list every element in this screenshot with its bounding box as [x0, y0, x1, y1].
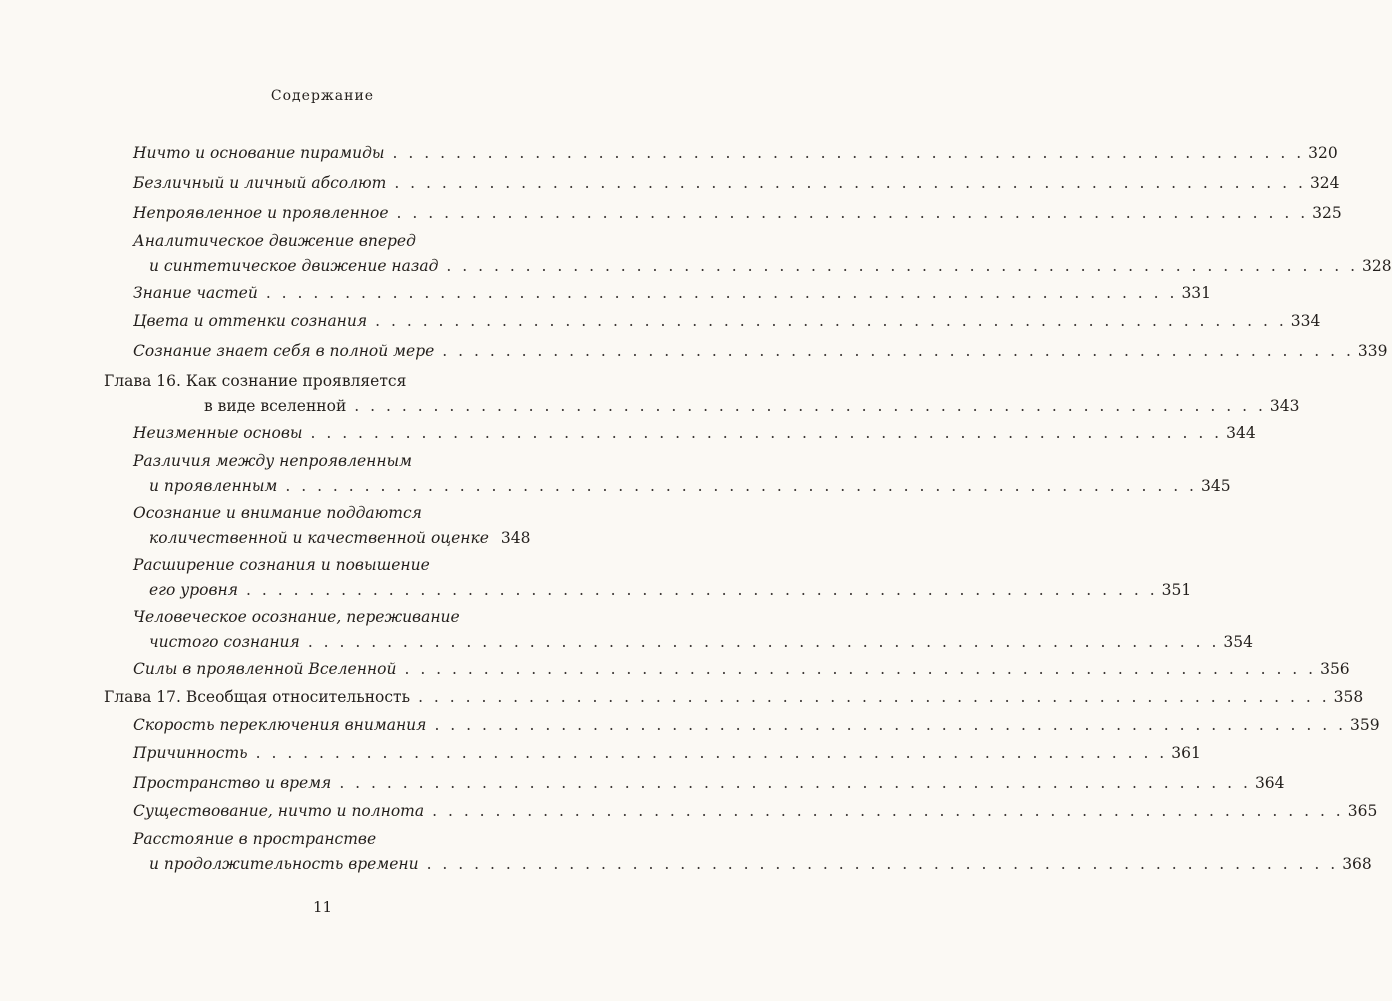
toc-entry-title: Расширение сознания и повышение — [133, 556, 430, 574]
toc-page-number: 356 — [1320, 660, 1350, 678]
toc-section-entry — [133, 605, 1254, 655]
toc-entry-title: Безличный и личный абсолют — [133, 174, 387, 192]
toc-entry-title: Знание частей — [133, 284, 258, 302]
toc-page-number: 359 — [1350, 716, 1380, 734]
toc-page-number: 354 — [1223, 633, 1254, 651]
toc-page-number: 348 — [500, 529, 531, 547]
toc-entry-title: Глава 16. Как сознание проявляется — [104, 372, 407, 390]
toc-entry-title: Силы в проявленной Вселенной — [133, 660, 397, 678]
toc-page-number: 331 — [1181, 284, 1212, 302]
running-head: Содержание — [270, 88, 375, 104]
dot-leader: . . . . . . . . . . . . . . . . . . . . . . . . . . . . . . . . . . . . . . . . . . . . . . . . . . . . . . . . . . — [432, 802, 1344, 820]
dot-leader: . . . . . . . . . . . . . . . . . . . . . . . . . . . . . . . . . . . . . . . . . . . . . . . . . . . . . . . . . . — [265, 284, 1178, 302]
toc-section-entry — [133, 339, 1388, 364]
toc-entry-title: Неизменные основы — [133, 424, 303, 442]
toc-line — [133, 421, 1256, 446]
toc-page-number: 328 — [1362, 257, 1392, 275]
toc-section-entry — [133, 171, 1340, 196]
toc-entry-title: Расстояние в пространстве — [133, 830, 377, 848]
toc-section-entry — [133, 799, 1378, 824]
toc-entry-title: Цвета и оттенки сознания — [133, 312, 368, 330]
toc-page-number: 339 — [1357, 342, 1388, 360]
toc-line — [133, 799, 1378, 824]
dot-leader: . . . . . . . . . . . . . . . . . . . . . . . . . . . . . . . . . . . . . . . . . . . . . . . . . . . . . . . . . . — [404, 660, 1317, 678]
toc-line — [104, 394, 1300, 419]
dot-leader: . . . . . . . . . . . . . . . . . . . . . . . . . . . . . . . . . . . . . . . . . . . . . . . . . . . . . . . . . . — [396, 204, 1309, 222]
toc-page-number: 364 — [1254, 774, 1285, 792]
dot-leader: . . . . . . . . . . . . . . . . . . . . . . . . . . . . . . . . . . . . . . . . . . . . . . . . . . . . . . . . . . — [307, 633, 1220, 651]
toc-page-number: 344 — [1226, 424, 1256, 442]
toc-line — [133, 771, 1285, 796]
dot-leader: . . . . . . . . . . . . . . . . . . . . . . . . . . . . . . . . . . . . . . . . . . . . . . . . . . . . . . . . . . — [339, 774, 1251, 792]
toc-page-number: 324 — [1309, 174, 1340, 192]
toc-chapter-entry — [104, 685, 1364, 710]
toc-line — [133, 449, 516, 474]
toc-page-number: 343 — [1269, 397, 1300, 415]
toc-entry-title: Ничто и основание пирамиды — [133, 144, 385, 162]
toc-line — [104, 369, 516, 394]
toc-entry-title: и продолжительность времени — [149, 855, 419, 873]
toc-section-entry — [133, 309, 1321, 334]
toc-line — [133, 501, 516, 526]
toc-page-number: 345 — [1200, 477, 1231, 495]
toc-line — [133, 713, 1380, 738]
toc-section-entry — [133, 657, 1350, 682]
toc-section-entry — [133, 501, 531, 551]
toc-page-number: 368 — [1342, 855, 1372, 873]
dot-leader: . . . . . . . . . . . . . . . . . . . . . . . . . . . . . . . . . . . . . . . . . . . . . . . . . . . . . . . . . . — [446, 257, 1359, 275]
toc-page-number: 351 — [1161, 581, 1192, 599]
toc-line — [104, 685, 1364, 710]
toc-entry-title: количественной и качественной оценке — [149, 529, 489, 547]
toc-entry-title: Различия между непроявленным — [133, 452, 413, 470]
toc-page-number: 325 — [1312, 204, 1342, 222]
toc-line — [133, 339, 1388, 364]
toc-entry-title: Глава 17. Всеобщая относительность — [104, 688, 411, 706]
toc-section-entry — [133, 741, 1201, 766]
dot-leader: . . . . . . . . . . . . . . . . . . . . . . . . . . . . . . . . . . . . . . . . . . . . . . . . . . . . . . . . . . — [418, 688, 1330, 706]
toc-line — [133, 852, 1372, 877]
toc-entry-title: и синтетическое движение назад — [149, 257, 439, 275]
page-number: 11 — [312, 898, 333, 916]
toc-entry-title: Сознание знает себя в полной мере — [133, 342, 435, 360]
toc-line — [133, 281, 1212, 306]
dot-leader: . . . . . . . . . . . . . . . . . . . . . . . . . . . . . . . . . . . . . . . . . . . . . . . . . . . . . . . . . . — [442, 342, 1354, 360]
toc-section-entry — [133, 281, 1212, 306]
toc-section-entry — [133, 553, 1192, 603]
toc-page-number: 320 — [1308, 144, 1338, 162]
toc-entry-title: его уровня — [149, 581, 239, 599]
dot-leader: . . . . . . . . . . . . . . . . . . . . . . . . . . . . . . . . . . . . . . . . . . . . . . . . . . . . . . . . . . — [354, 397, 1266, 415]
toc-section-entry — [133, 421, 1256, 446]
toc-entry-title: Человеческое осознание, переживание — [133, 608, 460, 626]
toc-entry-title: Аналитическое движение вперед — [133, 232, 416, 250]
toc-section-entry — [133, 827, 1372, 877]
dot-leader: . . . . . . . . . . . . . . . . . . . . . . . . . . . . . . . . . . . . . . . . . . . . . . . . . . . . . . . . . . — [375, 312, 1287, 330]
toc-page-number: 365 — [1347, 802, 1378, 820]
toc-line — [133, 254, 1392, 279]
dot-leader: . . . . . . . . . . . . . . . . . . . . . . . . . . . . . . . . . . . . . . . . . . . . . . . . . . . . . . . . . . — [434, 716, 1347, 734]
toc-entry-title: и проявленным — [149, 477, 278, 495]
toc-line — [133, 630, 1254, 655]
toc-line — [133, 201, 1342, 226]
toc-entry-title: Осознание и внимание поддаются — [133, 504, 422, 522]
toc-page-number: 361 — [1171, 744, 1201, 762]
toc-line — [133, 474, 1231, 499]
toc-page-number: 334 — [1290, 312, 1321, 330]
toc-section-entry — [133, 201, 1342, 226]
dot-leader: . . . . . . . . . . . . . . . . . . . . . . . . . . . . . . . . . . . . . . . . . . . . . . . . . . . . . . . . . . — [426, 855, 1339, 873]
toc-line — [133, 229, 516, 254]
toc-line — [133, 741, 1201, 766]
toc-entry-title: Существование, ничто и полнота — [133, 802, 425, 820]
dot-leader: . . . . . . . . . . . . . . . . . . . . . . . . . . . . . . . . . . . . . . . . . . . . . . . . . . . . . . . . . . — [394, 174, 1306, 192]
dot-leader: . . . . . . . . . . . . . . . . . . . . . . . . . . . . . . . . . . . . . . . . . . . . . . . . . . . . . . . . . . — [310, 424, 1223, 442]
toc-line — [133, 309, 1321, 334]
toc-section-entry — [133, 141, 1338, 166]
toc-entry-title: чистого сознания — [149, 633, 300, 651]
toc-section-entry — [133, 713, 1380, 738]
toc-chapter-entry — [104, 369, 1300, 419]
dot-leader: . . . . . . . . . . . . . . . . . . . . . . . . . . . . . . . . . . . . . . . . . . . . . . . . . . . . . . . . . . — [255, 744, 1168, 762]
toc-line — [133, 553, 516, 578]
dot-leader: . . . . . . . . . . . . . . . . . . . . . . . . . . . . . . . . . . . . . . . . . . . . . . . . . . . . . . . . . . — [392, 144, 1305, 162]
toc-line — [133, 171, 1340, 196]
toc-entry-title: Скорость переключения внимания — [133, 716, 427, 734]
toc-line — [133, 657, 1350, 682]
toc-line — [133, 141, 1338, 166]
toc-line — [133, 526, 531, 551]
toc-entry-title: в виде вселенной — [204, 397, 347, 415]
toc-page-number: 358 — [1333, 688, 1364, 706]
toc-entry-title: Причинность — [133, 744, 248, 762]
toc-entry-title: Пространство и время — [133, 774, 332, 792]
toc-section-entry — [133, 229, 1392, 279]
dot-leader: . . . . . . . . . . . . . . . . . . . . . . . . . . . . . . . . . . . . . . . . . . . . . . . . . . . . . . . . . . — [285, 477, 1197, 495]
toc-entry-title: Непроявленное и проявленное — [133, 204, 389, 222]
toc-line — [133, 605, 516, 630]
toc-section-entry — [133, 771, 1285, 796]
toc-line — [133, 827, 516, 852]
dot-leader: . . . . . . . . . . . . . . . . . . . . . . . . . . . . . . . . . . . . . . . . . . . . . . . . . . . . . . . . . . — [246, 581, 1158, 599]
toc-line — [133, 578, 1192, 603]
toc-section-entry — [133, 449, 1231, 499]
